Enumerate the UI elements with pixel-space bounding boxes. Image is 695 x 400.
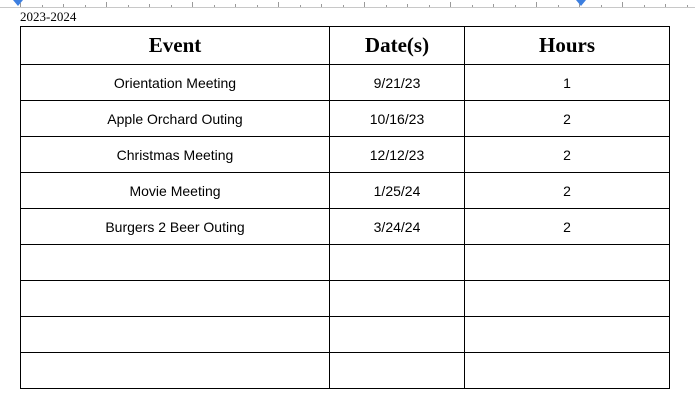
table-row (21, 173, 670, 209)
event-cell[interactable] (21, 245, 330, 281)
event-cell[interactable] (21, 317, 330, 353)
column-header-event[interactable]: Event (21, 27, 330, 65)
table-row (21, 281, 670, 317)
date-cell[interactable]: 3/24/24 (330, 209, 465, 245)
date-cell[interactable]: 10/16/23 (330, 101, 465, 137)
event-cell[interactable]: Apple Orchard Outing (21, 101, 330, 137)
date-cell[interactable] (330, 281, 465, 317)
ruler-ticks (0, 0, 695, 8)
event-cell[interactable]: Movie Meeting (21, 173, 330, 209)
table-row (21, 209, 670, 245)
event-cell[interactable] (21, 353, 330, 389)
hours-cell[interactable] (465, 245, 670, 281)
date-cell[interactable]: 9/21/23 (330, 65, 465, 101)
right-indent-marker-icon[interactable] (576, 0, 586, 6)
hours-cell[interactable] (465, 317, 670, 353)
event-cell[interactable]: Christmas Meeting (21, 137, 330, 173)
event-cell[interactable] (21, 281, 330, 317)
hours-cell[interactable]: 2 (465, 101, 670, 137)
event-cell[interactable]: Orientation Meeting (21, 65, 330, 101)
horizontal-ruler[interactable] (0, 0, 695, 8)
event-cell[interactable]: Burgers 2 Beer Outing (21, 209, 330, 245)
table-row (21, 317, 670, 353)
document-heading: 2023-2024 (20, 9, 77, 24)
date-cell[interactable] (330, 245, 465, 281)
date-cell[interactable]: 12/12/23 (330, 137, 465, 173)
hours-cell[interactable]: 2 (465, 209, 670, 245)
table-row (21, 245, 670, 281)
column-header-dates[interactable]: Date(s) (330, 27, 465, 65)
table-row (21, 353, 670, 389)
hours-cell[interactable] (465, 281, 670, 317)
hours-cell[interactable]: 2 (465, 137, 670, 173)
table-row (21, 137, 670, 173)
hours-cell[interactable] (465, 353, 670, 389)
hours-cell[interactable]: 1 (465, 65, 670, 101)
left-indent-marker-icon[interactable] (13, 0, 23, 6)
date-cell[interactable]: 1/25/24 (330, 173, 465, 209)
table-row (21, 101, 670, 137)
table-header-row (21, 27, 670, 65)
hours-cell[interactable]: 2 (465, 173, 670, 209)
events-table (20, 26, 670, 389)
table-row (21, 65, 670, 101)
date-cell[interactable] (330, 317, 465, 353)
date-cell[interactable] (330, 353, 465, 389)
column-header-hours[interactable]: Hours (465, 27, 670, 65)
